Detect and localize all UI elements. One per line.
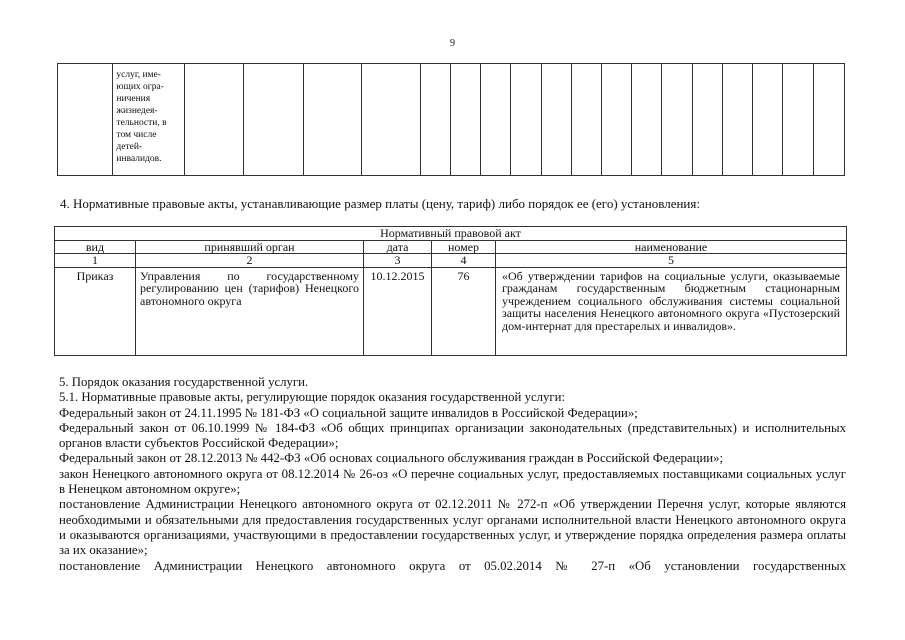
empty-cell: [602, 64, 632, 176]
law-paragraph: постановление Администрации Ненецкого автономного округа от 05.02.2014 № 27-п «Об установлении государственных: [59, 558, 846, 573]
empty-cell: [571, 64, 601, 176]
empty-cell: [692, 64, 722, 176]
normative-acts-table: [54, 226, 847, 356]
empty-cell: [753, 64, 783, 176]
empty-cell: [450, 64, 480, 176]
col-number-1: 1: [55, 254, 136, 268]
empty-cell: [662, 64, 692, 176]
law-paragraph: Федеральный закон от 24.11.1995 № 181-ФЗ «О социальной защите инвалидов в Российской Федерации»;: [59, 405, 638, 420]
law-paragraph: Федеральный закон от 28.12.2013 № 442-ФЗ «Об основах социального обслуживания граждан в Российской Федерации»;: [59, 451, 724, 466]
empty-cell: [244, 64, 303, 176]
empty-cell: [722, 64, 752, 176]
empty-cell: [58, 64, 113, 176]
law-paragraph: Федеральный закон от 06.10.1999 № 184-ФЗ «Об общих принципах организации законодательных (представительных) и исполнительных органов власти субъектов Российской Федерации»;: [59, 420, 846, 451]
act-organ-cell: Управления по государственному регулированию цен (тарифов) Ненецкого автономного округа: [136, 267, 364, 355]
act-type-cell: Приказ: [55, 267, 136, 355]
empty-cell: [813, 64, 844, 176]
section-5-text: [59, 375, 846, 574]
col-number-5: 5: [496, 254, 847, 268]
empty-cell: [511, 64, 541, 176]
section-5-1-heading: 5.1. Нормативные правовые акты, регулирующие порядок оказания государственной услуги:: [59, 390, 566, 405]
empty-cell: [541, 64, 571, 176]
act-date-cell: 10.12.2015: [364, 267, 432, 355]
service-description-cell: услуг, име- ющих огра- ничения жизнедея- тельности, в том числе детей- инвалидов.: [113, 64, 185, 176]
header-number: номер: [432, 240, 496, 254]
page-number: 9: [450, 38, 455, 49]
col-number-3: 3: [364, 254, 432, 268]
header-date: дата: [364, 240, 432, 254]
top-continuation-table: [57, 63, 845, 176]
section-5-heading: 5. Порядок оказания государственной услуги.: [59, 375, 309, 389]
empty-cell: [420, 64, 450, 176]
section-4-heading: 4. Нормативные правовые акты, устанавливающие размер платы (цену, тариф) либо порядок ее (его) установления:: [60, 196, 700, 211]
empty-cell: [632, 64, 662, 176]
empty-cell: [184, 64, 243, 176]
header-type: вид: [55, 240, 136, 254]
act-name-cell: «Об утверждении тарифов на социальные услуги, оказываемые гражданам государственным бюджетным стационарным учреждением социального обслуживания системы социальной защиты населения Ненецкого автономного округа «Пустозерский дом-интернат для престарелых и инвалидов».: [496, 267, 847, 355]
empty-cell: [481, 64, 511, 176]
law-paragraph: постановление Администрации Ненецкого автономного округа от 02.12.2011 № 272-п «Об утверждении Перечня услуг, которые являются необходимыми и обязательными для предоставления государственных услуг органами исполнительной власти Ненецкого автономного округа и оказываются организациями, участвующими в предоставлении государственных услуг, и утверждение порядка определения размера оплаты за их оказание»;: [59, 497, 846, 558]
empty-cell: [362, 64, 420, 176]
empty-cell: [783, 64, 813, 176]
col-number-2: 2: [136, 254, 364, 268]
header-organ: принявший орган: [136, 240, 364, 254]
header-name: наименование: [496, 240, 847, 254]
acts-table-title: Нормативный правовой акт: [55, 227, 847, 241]
empty-cell: [303, 64, 361, 176]
act-number-cell: 76: [432, 267, 496, 355]
law-paragraph: закон Ненецкого автономного округа от 08.12.2014 № 26-оз «О перечне социальных услуг, предоставляемых поставщиками социальных услуг в Ненецком автономном округе»;: [59, 466, 846, 497]
col-number-4: 4: [432, 254, 496, 268]
